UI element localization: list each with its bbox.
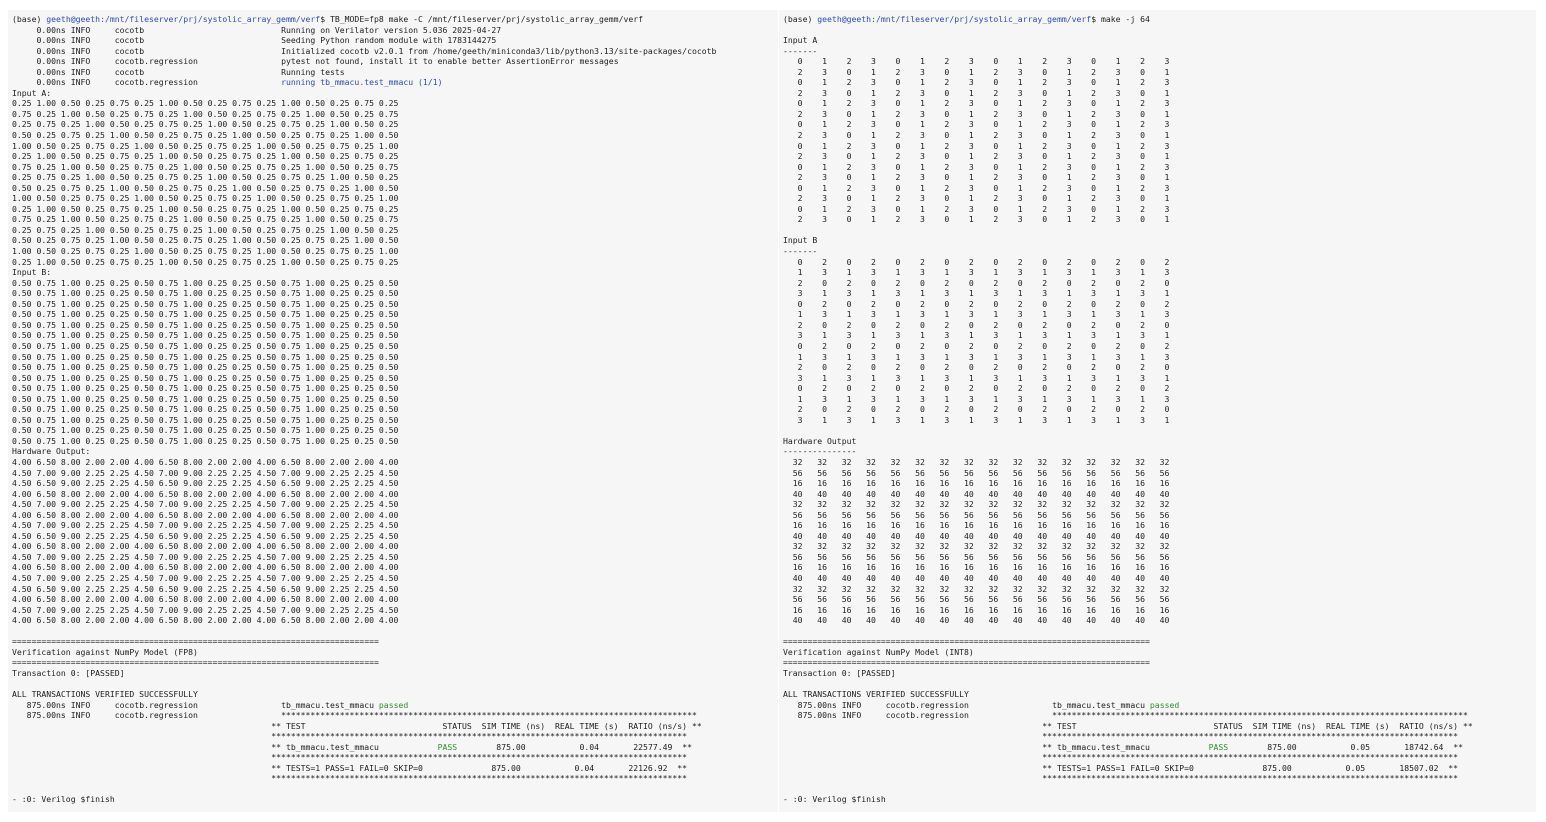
blank-line xyxy=(12,626,774,637)
matrix-row: 4.00 6.50 8.00 2.00 2.00 4.00 6.50 8.00 2.00 2.00 4.00 6.50 8.00 2.00 2.00 4.00 xyxy=(12,509,399,520)
summary-test-row xyxy=(783,742,1532,753)
prompt-path: :/mnt/fileserver/prj/systolic_array_gemm/verf xyxy=(100,14,321,24)
summary-line-stars xyxy=(783,710,1532,721)
matrix-row: 0.50 0.75 1.00 0.25 0.25 0.50 0.75 1.00 0.25 0.25 0.50 0.75 1.00 0.25 0.25 0.50 xyxy=(12,435,399,446)
summary-test-row xyxy=(12,742,774,753)
matrix-row: 40 40 40 40 40 40 40 40 40 40 40 40 40 40 40 40 xyxy=(783,615,1170,626)
matrix-row: 56 56 56 56 56 56 56 56 56 56 56 56 56 56 56 56 xyxy=(783,594,1170,605)
log-time: 875.00ns INFO xyxy=(12,699,115,710)
input-b-label: Input B xyxy=(783,235,818,246)
verilog-finish: - :0: Verilog $finish xyxy=(12,794,115,805)
matrix-row: 0.50 0.75 1.00 0.25 0.25 0.50 0.75 1.00 0.25 0.25 0.50 0.75 1.00 0.25 0.25 0.50 xyxy=(12,319,399,330)
terminal-pane-right[interactable] xyxy=(779,10,1536,812)
matrix-row: 16 16 16 16 16 16 16 16 16 16 16 16 16 16 16 16 xyxy=(783,562,1170,573)
matrix-row: 4.50 7.00 9.00 2.25 2.25 4.50 7.00 9.00 2.25 2.25 4.50 7.00 9.00 2.25 2.25 4.50 xyxy=(12,551,399,562)
matrix-row: 0.50 0.75 1.00 0.25 0.25 0.50 0.75 1.00 0.25 0.25 0.50 0.75 1.00 0.25 0.25 0.50 xyxy=(12,351,399,362)
matrix-row: 0 2 0 2 0 2 0 2 0 2 0 2 0 2 0 2 xyxy=(783,256,1170,267)
matrix-row: 2 0 2 0 2 0 2 0 2 0 2 0 2 0 2 0 xyxy=(783,277,1170,288)
matrix-row: 0.25 1.00 0.50 0.25 0.75 0.25 1.00 0.50 0.25 0.75 0.25 1.00 0.50 0.25 0.75 0.25 xyxy=(12,151,399,162)
log-source: cocotb xyxy=(114,45,282,56)
matrix-row: 56 56 56 56 56 56 56 56 56 56 56 56 56 56 56 56 xyxy=(783,467,1170,478)
matrix-row: 2 3 0 1 2 3 0 1 2 3 0 1 2 3 0 1 xyxy=(783,214,1170,225)
matrix-row: 0.50 0.75 1.00 0.25 0.25 0.50 0.75 1.00 0.25 0.25 0.50 0.75 1.00 0.25 0.25 0.50 xyxy=(12,425,399,436)
log-message: running tb_mmacu.test_mmacu (1/1) xyxy=(281,77,443,88)
separator: =========================================================================== xyxy=(783,636,1150,647)
stars-border: ************************************************************************************* xyxy=(271,773,688,784)
log-message: tb_mmacu.test_mmacu xyxy=(281,699,379,710)
matrix-row: 32 32 32 32 32 32 32 32 32 32 32 32 32 32 32 32 xyxy=(783,583,1170,594)
input-a-matrix xyxy=(783,56,1532,225)
log-line xyxy=(12,67,774,78)
matrix-row: 1.00 0.50 0.25 0.75 0.25 1.00 0.50 0.25 0.75 0.25 1.00 0.50 0.25 0.75 0.25 1.00 xyxy=(12,140,399,151)
matrix-row: 2 0 2 0 2 0 2 0 2 0 2 0 2 0 2 0 xyxy=(783,404,1170,415)
matrix-row: 16 16 16 16 16 16 16 16 16 16 16 16 16 16 16 16 xyxy=(783,478,1170,489)
log-source: cocotb xyxy=(114,66,282,77)
verification-title: Verification against NumPy Model (INT8) xyxy=(783,646,974,657)
all-verified-message: ALL TRANSACTIONS VERIFIED SUCCESSFULLY xyxy=(12,689,198,699)
matrix-row: 0.25 1.00 0.50 0.25 0.75 0.25 1.00 0.50 0.25 0.75 0.25 1.00 0.50 0.25 0.75 0.25 xyxy=(12,98,399,109)
log-time: 0.00ns INFO xyxy=(12,66,115,77)
summary-stars xyxy=(783,752,1532,763)
matrix-row: 0.50 0.75 1.00 0.25 0.25 0.50 0.75 1.00 0.25 0.25 0.50 0.75 1.00 0.25 0.25 0.50 xyxy=(12,404,399,415)
test-name: ** tb_mmacu.test_mmacu xyxy=(1042,741,1209,752)
hardware-output-underline: --------------- xyxy=(783,446,857,457)
matrix-row: 2 3 0 1 2 3 0 1 2 3 0 1 2 3 0 1 xyxy=(783,151,1170,162)
matrix-row: 0.50 0.75 1.00 0.25 0.25 0.50 0.75 1.00 0.25 0.25 0.50 0.75 1.00 0.25 0.25 0.50 xyxy=(12,309,399,320)
summary-stars xyxy=(12,731,774,742)
input-b-label: Input B: xyxy=(12,267,52,278)
input-a-label: Input A: xyxy=(12,87,52,98)
stars-border: ************************************************************************************* xyxy=(271,752,688,763)
matrix-row: 0.50 0.25 0.75 0.25 1.00 0.50 0.25 0.75 0.25 1.00 0.50 0.25 0.75 0.25 1.00 0.50 xyxy=(12,182,399,193)
log-time: 875.00ns INFO xyxy=(783,699,886,710)
matrix-row: 0 1 2 3 0 1 2 3 0 1 2 3 0 1 2 3 xyxy=(783,98,1170,109)
separator: =========================================================================== xyxy=(12,636,379,647)
matrix-row: 0.75 0.25 1.00 0.50 0.25 0.75 0.25 1.00 0.50 0.25 0.75 0.25 1.00 0.50 0.25 0.75 xyxy=(12,161,399,172)
blank-line xyxy=(12,678,774,689)
stars-border: ************************************************************************************* xyxy=(1042,752,1459,763)
log-time: 875.00ns INFO xyxy=(12,710,115,721)
log-source: cocotb.regression xyxy=(114,699,282,710)
log-line xyxy=(12,35,774,46)
matrix-row: 4.50 7.00 9.00 2.25 2.25 4.50 7.00 9.00 2.25 2.25 4.50 7.00 9.00 2.25 2.25 4.50 xyxy=(12,604,399,615)
matrix-row: 0 2 0 2 0 2 0 2 0 2 0 2 0 2 0 2 xyxy=(783,383,1170,394)
test-metrics: 875.00 0.04 22577.49 ** xyxy=(457,741,692,752)
matrix-row: 1.00 0.50 0.25 0.75 0.25 1.00 0.50 0.25 0.75 0.25 1.00 0.50 0.25 0.75 0.25 1.00 xyxy=(12,193,399,204)
prompt-path: :/mnt/fileserver/prj/systolic_array_gemm/verf xyxy=(871,14,1092,24)
terminal-output-left xyxy=(8,10,778,805)
log-message: Seeding Python random module with 1783144275 xyxy=(281,35,497,46)
blank-line xyxy=(783,425,1532,436)
matrix-row: 0.50 0.75 1.00 0.25 0.25 0.50 0.75 1.00 0.25 0.25 0.50 0.75 1.00 0.25 0.25 0.50 xyxy=(12,330,399,341)
log-lines xyxy=(12,25,774,88)
matrix-row: 0.50 0.75 1.00 0.25 0.25 0.50 0.75 1.00 0.25 0.25 0.50 0.75 1.00 0.25 0.25 0.50 xyxy=(12,277,399,288)
input-a-underline: ------- xyxy=(783,45,818,56)
summary-totals xyxy=(783,763,1532,774)
input-a-label: Input A xyxy=(783,35,818,46)
terminal-pane-left[interactable] xyxy=(8,10,778,812)
blank-line xyxy=(783,678,1532,689)
matrix-row: 3 1 3 1 3 1 3 1 3 1 3 1 3 1 3 1 xyxy=(783,372,1170,383)
matrix-row: 4.00 6.50 8.00 2.00 2.00 4.00 6.50 8.00 2.00 2.00 4.00 6.50 8.00 2.00 2.00 4.00 xyxy=(12,594,399,605)
separator: =========================================================================== xyxy=(12,657,379,668)
log-source: cocotb.regression xyxy=(114,77,282,88)
matrix-row: 40 40 40 40 40 40 40 40 40 40 40 40 40 40 40 40 xyxy=(783,488,1170,499)
stars-border: ************************************************************************************* xyxy=(1042,773,1459,784)
matrix-row: 0.50 0.25 0.75 0.25 1.00 0.50 0.25 0.75 0.25 1.00 0.50 0.25 0.75 0.25 1.00 0.50 xyxy=(12,235,399,246)
matrix-row: 0.50 0.75 1.00 0.25 0.25 0.50 0.75 1.00 0.25 0.25 0.50 0.75 1.00 0.25 0.25 0.50 xyxy=(12,362,399,373)
log-source: cocotb xyxy=(114,35,282,46)
all-verified-message: ALL TRANSACTIONS VERIFIED SUCCESSFULLY xyxy=(783,689,969,699)
stars-border: ************************************************************************************* xyxy=(1042,731,1459,742)
summary-line-stars xyxy=(12,710,774,721)
matrix-row: 56 56 56 56 56 56 56 56 56 56 56 56 56 56 56 56 xyxy=(783,551,1170,562)
matrix-row: 4.50 7.00 9.00 2.25 2.25 4.50 7.00 9.00 2.25 2.25 4.50 7.00 9.00 2.25 2.25 4.50 xyxy=(12,572,399,583)
stars-border: ************************************************************************************* xyxy=(1052,710,1468,721)
blank-line xyxy=(783,25,1532,36)
summary-header xyxy=(783,721,1532,732)
prompt-command: $ TB_MODE=fp8 make -C /mnt/fileserver/prj/systolic_array_gemm/verf xyxy=(320,14,644,24)
matrix-row: 4.50 7.00 9.00 2.25 2.25 4.50 7.00 9.00 2.25 2.25 4.50 7.00 9.00 2.25 2.25 4.50 xyxy=(12,520,399,531)
matrix-row: 2 3 0 1 2 3 0 1 2 3 0 1 2 3 0 1 xyxy=(783,66,1170,77)
terminal-output-right xyxy=(779,10,1536,805)
matrix-row: 3 1 3 1 3 1 3 1 3 1 3 1 3 1 3 1 xyxy=(783,330,1170,341)
final-log-line xyxy=(783,700,1532,711)
log-line xyxy=(12,77,774,88)
matrix-row: 2 0 2 0 2 0 2 0 2 0 2 0 2 0 2 0 xyxy=(783,362,1170,373)
prompt-user: geeth@geeth xyxy=(46,14,101,24)
matrix-row: 16 16 16 16 16 16 16 16 16 16 16 16 16 16 16 16 xyxy=(783,520,1170,531)
input-b-matrix xyxy=(783,257,1532,426)
matrix-row: 4.00 6.50 8.00 2.00 2.00 4.00 6.50 8.00 2.00 2.00 4.00 6.50 8.00 2.00 2.00 4.00 xyxy=(12,541,399,552)
log-time: 0.00ns INFO xyxy=(12,56,115,67)
totals-text: ** TESTS=1 PASS=1 FAIL=0 SKIP=0 875.00 0.05 18507.02 ** xyxy=(1042,762,1459,773)
matrix-row: 2 3 0 1 2 3 0 1 2 3 0 1 2 3 0 1 xyxy=(783,87,1170,98)
hardware-output-matrix xyxy=(12,457,774,626)
matrix-row: 2 0 2 0 2 0 2 0 2 0 2 0 2 0 2 0 xyxy=(783,319,1170,330)
matrix-row: 4.00 6.50 8.00 2.00 2.00 4.00 6.50 8.00 2.00 2.00 4.00 6.50 8.00 2.00 2.00 4.00 xyxy=(12,456,399,467)
matrix-row: 0.50 0.25 0.75 0.25 1.00 0.50 0.25 0.75 0.25 1.00 0.50 0.25 0.75 0.25 1.00 0.50 xyxy=(12,130,399,141)
matrix-row: 0 1 2 3 0 1 2 3 0 1 2 3 0 1 2 3 xyxy=(783,161,1170,172)
matrix-row: 1 3 1 3 1 3 1 3 1 3 1 3 1 3 1 3 xyxy=(783,309,1170,320)
log-time: 0.00ns INFO xyxy=(12,24,115,35)
prompt-user: geeth@geeth xyxy=(817,14,872,24)
test-metrics: 875.00 0.05 18742.64 ** xyxy=(1228,741,1463,752)
matrix-row: 0.75 0.25 1.00 0.50 0.25 0.75 0.25 1.00 0.50 0.25 0.75 0.25 1.00 0.50 0.25 0.75 xyxy=(12,108,399,119)
matrix-row: 3 1 3 1 3 1 3 1 3 1 3 1 3 1 3 1 xyxy=(783,288,1170,299)
matrix-row: 0 1 2 3 0 1 2 3 0 1 2 3 0 1 2 3 xyxy=(783,182,1170,193)
pass-status: PASS xyxy=(437,741,458,752)
log-line xyxy=(12,25,774,36)
matrix-row: 2 3 0 1 2 3 0 1 2 3 0 1 2 3 0 1 xyxy=(783,108,1170,119)
separator: =========================================================================== xyxy=(783,657,1150,668)
matrix-row: 40 40 40 40 40 40 40 40 40 40 40 40 40 40 40 40 xyxy=(783,572,1170,583)
passed-status: passed xyxy=(1149,699,1180,710)
matrix-row: 2 3 0 1 2 3 0 1 2 3 0 1 2 3 0 1 xyxy=(783,172,1170,183)
matrix-row: 4.50 7.00 9.00 2.25 2.25 4.50 7.00 9.00 2.25 2.25 4.50 7.00 9.00 2.25 2.25 4.50 xyxy=(12,467,399,478)
matrix-row: 2 3 0 1 2 3 0 1 2 3 0 1 2 3 0 1 xyxy=(783,193,1170,204)
matrix-row: 0.50 0.75 1.00 0.25 0.25 0.50 0.75 1.00 0.25 0.25 0.50 0.75 1.00 0.25 0.25 0.50 xyxy=(12,288,399,299)
shell-prompt xyxy=(783,14,1532,25)
transaction-status: Transaction 0: [PASSED] xyxy=(783,667,896,678)
summary-header-text: ** TEST STATUS SIM TIME (ns) REAL TIME (s) RATIO (ns/s) ** xyxy=(271,720,702,731)
input-b-underline: ------- xyxy=(783,246,818,257)
matrix-row: 4.50 6.50 9.00 2.25 2.25 4.50 6.50 9.00 2.25 2.25 4.50 6.50 9.00 2.25 2.25 4.50 xyxy=(12,478,399,489)
matrix-row: 40 40 40 40 40 40 40 40 40 40 40 40 40 40 40 40 xyxy=(783,530,1170,541)
hardware-output-label: Hardware Output: xyxy=(12,446,91,457)
summary-totals xyxy=(12,763,774,774)
matrix-row: 0.50 0.75 1.00 0.25 0.25 0.50 0.75 1.00 0.25 0.25 0.50 0.75 1.00 0.25 0.25 0.50 xyxy=(12,340,399,351)
matrix-row: 0 2 0 2 0 2 0 2 0 2 0 2 0 2 0 2 xyxy=(783,298,1170,309)
matrix-row: 1.00 0.50 0.25 0.75 0.25 1.00 0.50 0.25 0.75 0.25 1.00 0.50 0.25 0.75 0.25 1.00 xyxy=(12,246,399,257)
matrix-row: 16 16 16 16 16 16 16 16 16 16 16 16 16 16 16 16 xyxy=(783,604,1170,615)
log-source: cocotb.regression xyxy=(885,699,1053,710)
matrix-row: 0.50 0.75 1.00 0.25 0.25 0.50 0.75 1.00 0.25 0.25 0.50 0.75 1.00 0.25 0.25 0.50 xyxy=(12,383,399,394)
blank-line xyxy=(12,784,774,795)
matrix-row: 4.50 6.50 9.00 2.25 2.25 4.50 6.50 9.00 2.25 2.25 4.50 6.50 9.00 2.25 2.25 4.50 xyxy=(12,530,399,541)
log-source: cocotb xyxy=(114,24,282,35)
matrix-row: 0 1 2 3 0 1 2 3 0 1 2 3 0 1 2 3 xyxy=(783,203,1170,214)
matrix-row: 4.50 7.00 9.00 2.25 2.25 4.50 7.00 9.00 2.25 2.25 4.50 7.00 9.00 2.25 2.25 4.50 xyxy=(12,499,399,510)
blank-line xyxy=(783,225,1532,236)
log-message: Running on Verilator version 5.036 2025-04-27 xyxy=(281,24,502,35)
transaction-status: Transaction 0: [PASSED] xyxy=(12,667,125,678)
log-source: cocotb.regression xyxy=(114,710,282,721)
verilog-finish: - :0: Verilog $finish xyxy=(783,794,886,805)
matrix-row: 0.50 0.75 1.00 0.25 0.25 0.50 0.75 1.00 0.25 0.25 0.50 0.75 1.00 0.25 0.25 0.50 xyxy=(12,298,399,309)
summary-header xyxy=(12,721,774,732)
matrix-row: 2 3 0 1 2 3 0 1 2 3 0 1 2 3 0 1 xyxy=(783,130,1170,141)
matrix-row: 0 2 0 2 0 2 0 2 0 2 0 2 0 2 0 2 xyxy=(783,340,1170,351)
matrix-row: 1 3 1 3 1 3 1 3 1 3 1 3 1 3 1 3 xyxy=(783,267,1170,278)
matrix-row: 0 1 2 3 0 1 2 3 0 1 2 3 0 1 2 3 xyxy=(783,140,1170,151)
matrix-row: 0.25 0.75 0.25 1.00 0.50 0.25 0.75 0.25 1.00 0.50 0.25 0.75 0.25 1.00 0.50 0.25 xyxy=(12,119,399,130)
log-line xyxy=(12,46,774,57)
matrix-row: 0.25 1.00 0.50 0.25 0.75 0.25 1.00 0.50 0.25 0.75 0.25 1.00 0.50 0.25 0.75 0.25 xyxy=(12,256,399,267)
log-source: cocotb.regression xyxy=(114,56,282,67)
summary-stars xyxy=(12,773,774,784)
matrix-row: 4.00 6.50 8.00 2.00 2.00 4.00 6.50 8.00 2.00 2.00 4.00 6.50 8.00 2.00 2.00 4.00 xyxy=(12,488,399,499)
matrix-row: 3 1 3 1 3 1 3 1 3 1 3 1 3 1 3 1 xyxy=(783,414,1170,425)
final-log-line xyxy=(12,700,774,711)
test-name: ** tb_mmacu.test_mmacu xyxy=(271,741,438,752)
log-source: cocotb.regression xyxy=(885,710,1053,721)
matrix-row: 56 56 56 56 56 56 56 56 56 56 56 56 56 56 56 56 xyxy=(783,509,1170,520)
log-message: tb_mmacu.test_mmacu xyxy=(1052,699,1150,710)
matrix-row: 0.50 0.75 1.00 0.25 0.25 0.50 0.75 1.00 0.25 0.25 0.50 0.75 1.00 0.25 0.25 0.50 xyxy=(12,372,399,383)
matrix-row: 0.25 0.75 0.25 1.00 0.50 0.25 0.75 0.25 1.00 0.50 0.25 0.75 0.25 1.00 0.50 0.25 xyxy=(12,172,399,183)
log-time: 0.00ns INFO xyxy=(12,45,115,56)
blank-line xyxy=(783,784,1532,795)
shell-prompt xyxy=(12,14,774,25)
stars-border: ************************************************************************************* xyxy=(271,731,688,742)
summary-stars xyxy=(783,731,1532,742)
matrix-row: 0 1 2 3 0 1 2 3 0 1 2 3 0 1 2 3 xyxy=(783,56,1170,67)
matrix-row: 0 1 2 3 0 1 2 3 0 1 2 3 0 1 2 3 xyxy=(783,119,1170,130)
stars-border: ************************************************************************************* xyxy=(281,710,697,721)
summary-header-text: ** TEST STATUS SIM TIME (ns) REAL TIME (s) RATIO (ns/s) ** xyxy=(1042,720,1473,731)
prompt-env: (base) xyxy=(12,14,47,24)
verification-title: Verification against NumPy Model (FP8) xyxy=(12,646,198,657)
prompt-command: $ make -j 64 xyxy=(1091,14,1150,24)
matrix-row: 0.50 0.75 1.00 0.25 0.25 0.50 0.75 1.00 0.25 0.25 0.50 0.75 1.00 0.25 0.25 0.50 xyxy=(12,414,399,425)
summary-stars xyxy=(12,752,774,763)
input-b-matrix xyxy=(12,278,774,447)
log-line xyxy=(12,56,774,67)
matrix-row: 1 3 1 3 1 3 1 3 1 3 1 3 1 3 1 3 xyxy=(783,351,1170,362)
matrix-row: 1 3 1 3 1 3 1 3 1 3 1 3 1 3 1 3 xyxy=(783,393,1170,404)
log-time: 0.00ns INFO xyxy=(12,35,115,46)
matrix-row: 4.50 6.50 9.00 2.25 2.25 4.50 6.50 9.00 2.25 2.25 4.50 6.50 9.00 2.25 2.25 4.50 xyxy=(12,583,399,594)
log-message: Running tests xyxy=(281,66,345,77)
log-message: Initialized cocotb v2.0.1 from /home/geeth/miniconda3/lib/python3.13/site-packages/cocotb xyxy=(281,45,717,56)
summary-stars xyxy=(783,773,1532,784)
prompt-env: (base) xyxy=(783,14,818,24)
blank-line xyxy=(783,626,1532,637)
log-message: pytest not found, install it to enable better AssertionError messages xyxy=(281,56,619,67)
totals-text: ** TESTS=1 PASS=1 FAIL=0 SKIP=0 875.00 0.04 22126.92 ** xyxy=(271,762,688,773)
log-time: 875.00ns INFO xyxy=(783,710,886,721)
matrix-row: 0 1 2 3 0 1 2 3 0 1 2 3 0 1 2 3 xyxy=(783,77,1170,88)
input-a-matrix xyxy=(12,98,774,267)
matrix-row: 0.25 0.75 0.25 1.00 0.50 0.25 0.75 0.25 1.00 0.50 0.25 0.75 0.25 1.00 0.50 0.25 xyxy=(12,224,399,235)
matrix-row: 4.00 6.50 8.00 2.00 2.00 4.00 6.50 8.00 2.00 2.00 4.00 6.50 8.00 2.00 2.00 4.00 xyxy=(12,615,399,626)
hardware-output-matrix xyxy=(783,457,1532,626)
matrix-row: 0.75 0.25 1.00 0.50 0.25 0.75 0.25 1.00 0.50 0.25 0.75 0.25 1.00 0.50 0.25 0.75 xyxy=(12,214,399,225)
matrix-row: 4.00 6.50 8.00 2.00 2.00 4.00 6.50 8.00 2.00 2.00 4.00 6.50 8.00 2.00 2.00 4.00 xyxy=(12,562,399,573)
matrix-row: 0.50 0.75 1.00 0.25 0.25 0.50 0.75 1.00 0.25 0.25 0.50 0.75 1.00 0.25 0.25 0.50 xyxy=(12,393,399,404)
matrix-row: 32 32 32 32 32 32 32 32 32 32 32 32 32 32 32 32 xyxy=(783,541,1170,552)
matrix-row: 32 32 32 32 32 32 32 32 32 32 32 32 32 32 32 32 xyxy=(783,499,1170,510)
passed-status: passed xyxy=(378,699,409,710)
log-time: 0.00ns INFO xyxy=(12,77,115,88)
hardware-output-label: Hardware Output xyxy=(783,435,857,446)
matrix-row: 32 32 32 32 32 32 32 32 32 32 32 32 32 32 32 32 xyxy=(783,456,1170,467)
matrix-row: 0.25 1.00 0.50 0.25 0.75 0.25 1.00 0.50 0.25 0.75 0.25 1.00 0.50 0.25 0.75 0.25 xyxy=(12,203,399,214)
pass-status: PASS xyxy=(1208,741,1229,752)
